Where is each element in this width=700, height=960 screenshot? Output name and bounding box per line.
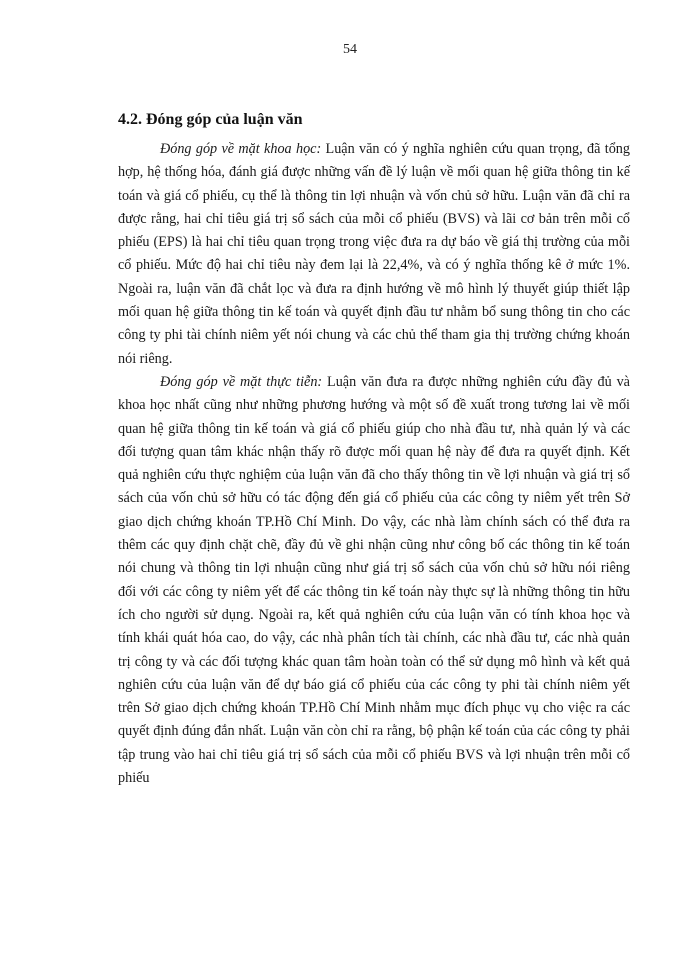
paragraph-body-scientific: Luận văn có ý nghĩa nghiên cứu quan trọng, đã tổng hợp, hệ thống hóa, đánh giá được những vấn đề lý luận về mối quan hệ giữa thông tin kế toán và giá cổ phiếu, cụ thể là thông tin lợi nhuận và vốn chủ sở hữu. Luận văn đã chỉ ra được rằng, hai chỉ tiêu giá trị sổ sách của mỗi cổ phiếu (BVS) và lãi cơ bản trên mỗi cổ phiếu (EPS) là hai chỉ tiêu quan trọng trong việc đưa ra dự báo về giá thị trường của mỗi cổ phiếu. Mức độ hai chỉ tiêu này đem lại là 22,4%, và có ý nghĩa thống kê ở mức 1%. Ngoài ra, luận văn đã chắt lọc và đưa ra định hướng về mô hình lý thuyết giúp thiết lập mối quan hệ giữa thông tin kế toán và quyết định đầu tư nhằm bổ sung thông tin cho các công ty phi tài chính niêm yết nói chung và các chủ thể tham gia thị trường chứng khoán nói riêng.	[118, 141, 630, 367]
paragraph-lead-scientific: Đóng góp về mặt khoa học:	[160, 141, 322, 157]
section-heading: 4.2. Đóng góp của luận văn	[118, 111, 303, 128]
paragraph-body-practical: Luận văn đưa ra được những nghiên cứu đầy đủ và khoa học nhất cũng như những phương hướng và một số đề xuất trong tương lai về mối quan hệ giữa thông tin kế toán và giá cổ phiếu giúp cho nhà đầu tư, nhà quản lý và các đối tượng quan tâm khác nhận thấy rõ được mối quan hệ này để đưa ra quyết định. Kết quả nghiên cứu thực nghiệm của luận văn đã cho thấy thông tin về lợi nhuận và giá trị sổ sách của vốn chủ sở hữu có tác động đến giá cổ phiếu của các công ty niêm yết trên Sở giao dịch chứng khoán TP.Hồ Chí Minh. Do vậy, các nhà làm chính sách có thể đưa ra thêm các quy định chặt chẽ, đầy đủ về ghi nhận cũng như công bố các thông tin kế toán nói chung và thông tin lợi nhuận cũng như giá trị sổ sách của vốn chủ sở hữu nói riêng đối với các công ty niêm yết để các thông tin kế toán này thực sự là những thông tin hữu ích cho người sử dụng. Ngoài ra, kết quả nghiên cứu của luận văn có tính khoa học và tính khái quát hóa cao, do vậy, các nhà phân tích tài chính, các nhà đầu tư, các nhà quản trị công ty và các đối tượng khác quan tâm hoàn toàn có thể sử dụng mô hình và kết quả nghiên cứu của luận văn để dự báo giá cổ phiếu của các công ty phi tài chính niêm yết trên Sở giao dịch chứng khoán TP.Hồ Chí Minh nhằm mục đích phục vụ cho việc ra các quyết định đúng đắn nhất. Luận văn còn chỉ ra rằng, bộ phận kế toán của các công ty phải tập trung vào hai chỉ tiêu giá trị sổ sách của mỗi cổ phiếu BVS và lợi nhuận trên mỗi cổ phiếu	[118, 373, 630, 787]
paragraph-scientific-contribution	[118, 138, 630, 371]
paragraph-practical-contribution	[118, 371, 630, 790]
page-content	[118, 108, 630, 790]
paragraph-lead-practical: Đóng góp về mặt thực tiễn:	[160, 373, 323, 390]
page-number: 54	[343, 42, 357, 57]
